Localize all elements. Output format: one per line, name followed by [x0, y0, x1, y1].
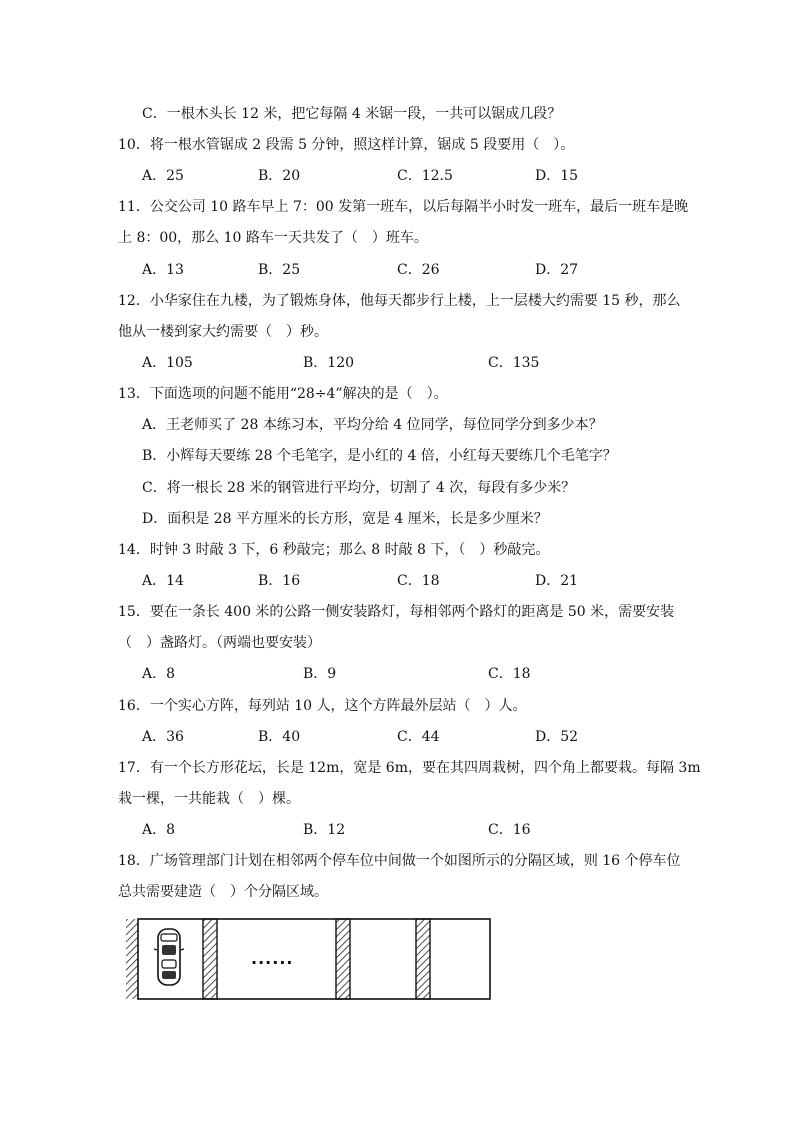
q17-stem-line2: 栽一棵，一共能栽（ ）棵。: [118, 791, 300, 807]
q15-stem-line1: 15．要在一条长 400 米的公路一侧安装路灯，每相邻两个路灯的距离是 50 米，需要安装: [118, 604, 675, 620]
divider-strip: [416, 919, 430, 999]
divider-strip: [336, 919, 350, 999]
q14-stem: 14．时钟 3 时敲 3 下，6 秒敲完；那么 8 时敲 8 下，（ ）秒敲完。: [118, 542, 550, 558]
q15-stem-line2: （ ）盏路灯。（两端也要安装）: [118, 635, 321, 651]
q11-stem-line2: 上 8：00，那么 10 路车一天共发了（ ）班车。: [118, 230, 428, 246]
q17-option-a: A．8: [142, 822, 176, 838]
q16-option-c: C．44: [397, 729, 440, 745]
q17-option-b: B．12: [303, 822, 346, 838]
q15-option-c: C．18: [488, 666, 531, 682]
q12-option-a: A．105: [142, 355, 193, 371]
q14-option-d: D．21: [535, 573, 579, 589]
q11-option-d: D．27: [535, 262, 579, 278]
q13-option-a: A．王老师买了 28 本练习本，平均分给 4 位同学，每位同学分到多少本？: [142, 417, 603, 433]
q11-option-a: A．13: [142, 262, 184, 278]
q14-option-c: C．18: [397, 573, 440, 589]
q13-option-d: D．面积是 28 平方厘米的长方形，宽是 4 厘米，长是多少厘米？: [142, 511, 548, 527]
q12-option-b: B．120: [303, 355, 355, 371]
q16-option-a: A．36: [142, 729, 184, 745]
q12-stem-line2: 他从一楼到家大约需要（ ）秒。: [118, 324, 328, 340]
car-icon: [154, 929, 184, 985]
ellipsis-dots: ......: [251, 949, 294, 968]
q9-option-c: C．一根木头长 12 米，把它每隔 4 米锯一段，一共可以锯成几段？: [142, 106, 562, 122]
q12-stem-line1: 12．小华家住在九楼，为了锻炼身体，他每天都步行上楼，上一层楼大约需要 15 秒，那么: [118, 293, 681, 309]
q16-option-d: D．52: [535, 729, 579, 745]
q16-stem: 16．一个实心方阵，每列站 10 人，这个方阵最外层站（ ）人。: [118, 698, 527, 714]
parking-lot-outline: [138, 919, 490, 999]
q10-option-a: A．25: [142, 168, 184, 184]
q17-option-c: C．16: [488, 822, 531, 838]
q14-option-b: B．16: [258, 573, 301, 589]
q13-option-b: B．小辉每天要练 28 个毛笔字，是小红的 4 倍，小红每天要练几个毛笔字？: [142, 448, 617, 464]
divider-strip: [203, 919, 217, 999]
q11-stem-line1: 11．公交公司 10 路车早上 7：00 发第一班车，以后每隔半小时发一班车，最后一班车是晚: [118, 199, 689, 215]
left-wall-hatch: [126, 919, 138, 999]
q10-option-c: C．12.5: [397, 168, 453, 184]
q13-stem: 13．下面选项的问题不能用“28÷4”解决的是（ ）。: [118, 386, 448, 402]
q15-option-a: A．8: [142, 666, 176, 682]
q14-option-a: A．14: [142, 573, 184, 589]
q17-stem-line1: 17．有一个长方形花坛，长是 12m，宽是 6m，要在其四周栽树，四个角上都要栽。每隔 3m: [118, 760, 701, 776]
q18-stem-line1: 18．广场管理部门计划在相邻两个停车位中间做一个如图所示的分隔区域，则 16 个停车位: [118, 853, 681, 869]
q10-option-b: B．20: [258, 168, 301, 184]
q11-option-b: B．25: [258, 262, 301, 278]
q16-option-b: B．40: [258, 729, 301, 745]
q11-option-c: C．26: [397, 262, 440, 278]
q12-option-c: C．135: [488, 355, 540, 371]
q15-option-b: B．9: [303, 666, 337, 682]
q18-stem-line2: 总共需要建造（ ）个分隔区域。: [118, 884, 328, 900]
parking-divider-figure: [120, 912, 500, 1007]
q10-stem: 10．将一根水管锯成 2 段需 5 分钟，照这样计算，锯成 5 段要用（ ）。: [118, 137, 575, 153]
q13-option-c: C．将一根长 28 米的钢管进行平均分，切割了 4 次，每段有多少米？: [142, 480, 576, 496]
q10-option-d: D．15: [535, 168, 579, 184]
